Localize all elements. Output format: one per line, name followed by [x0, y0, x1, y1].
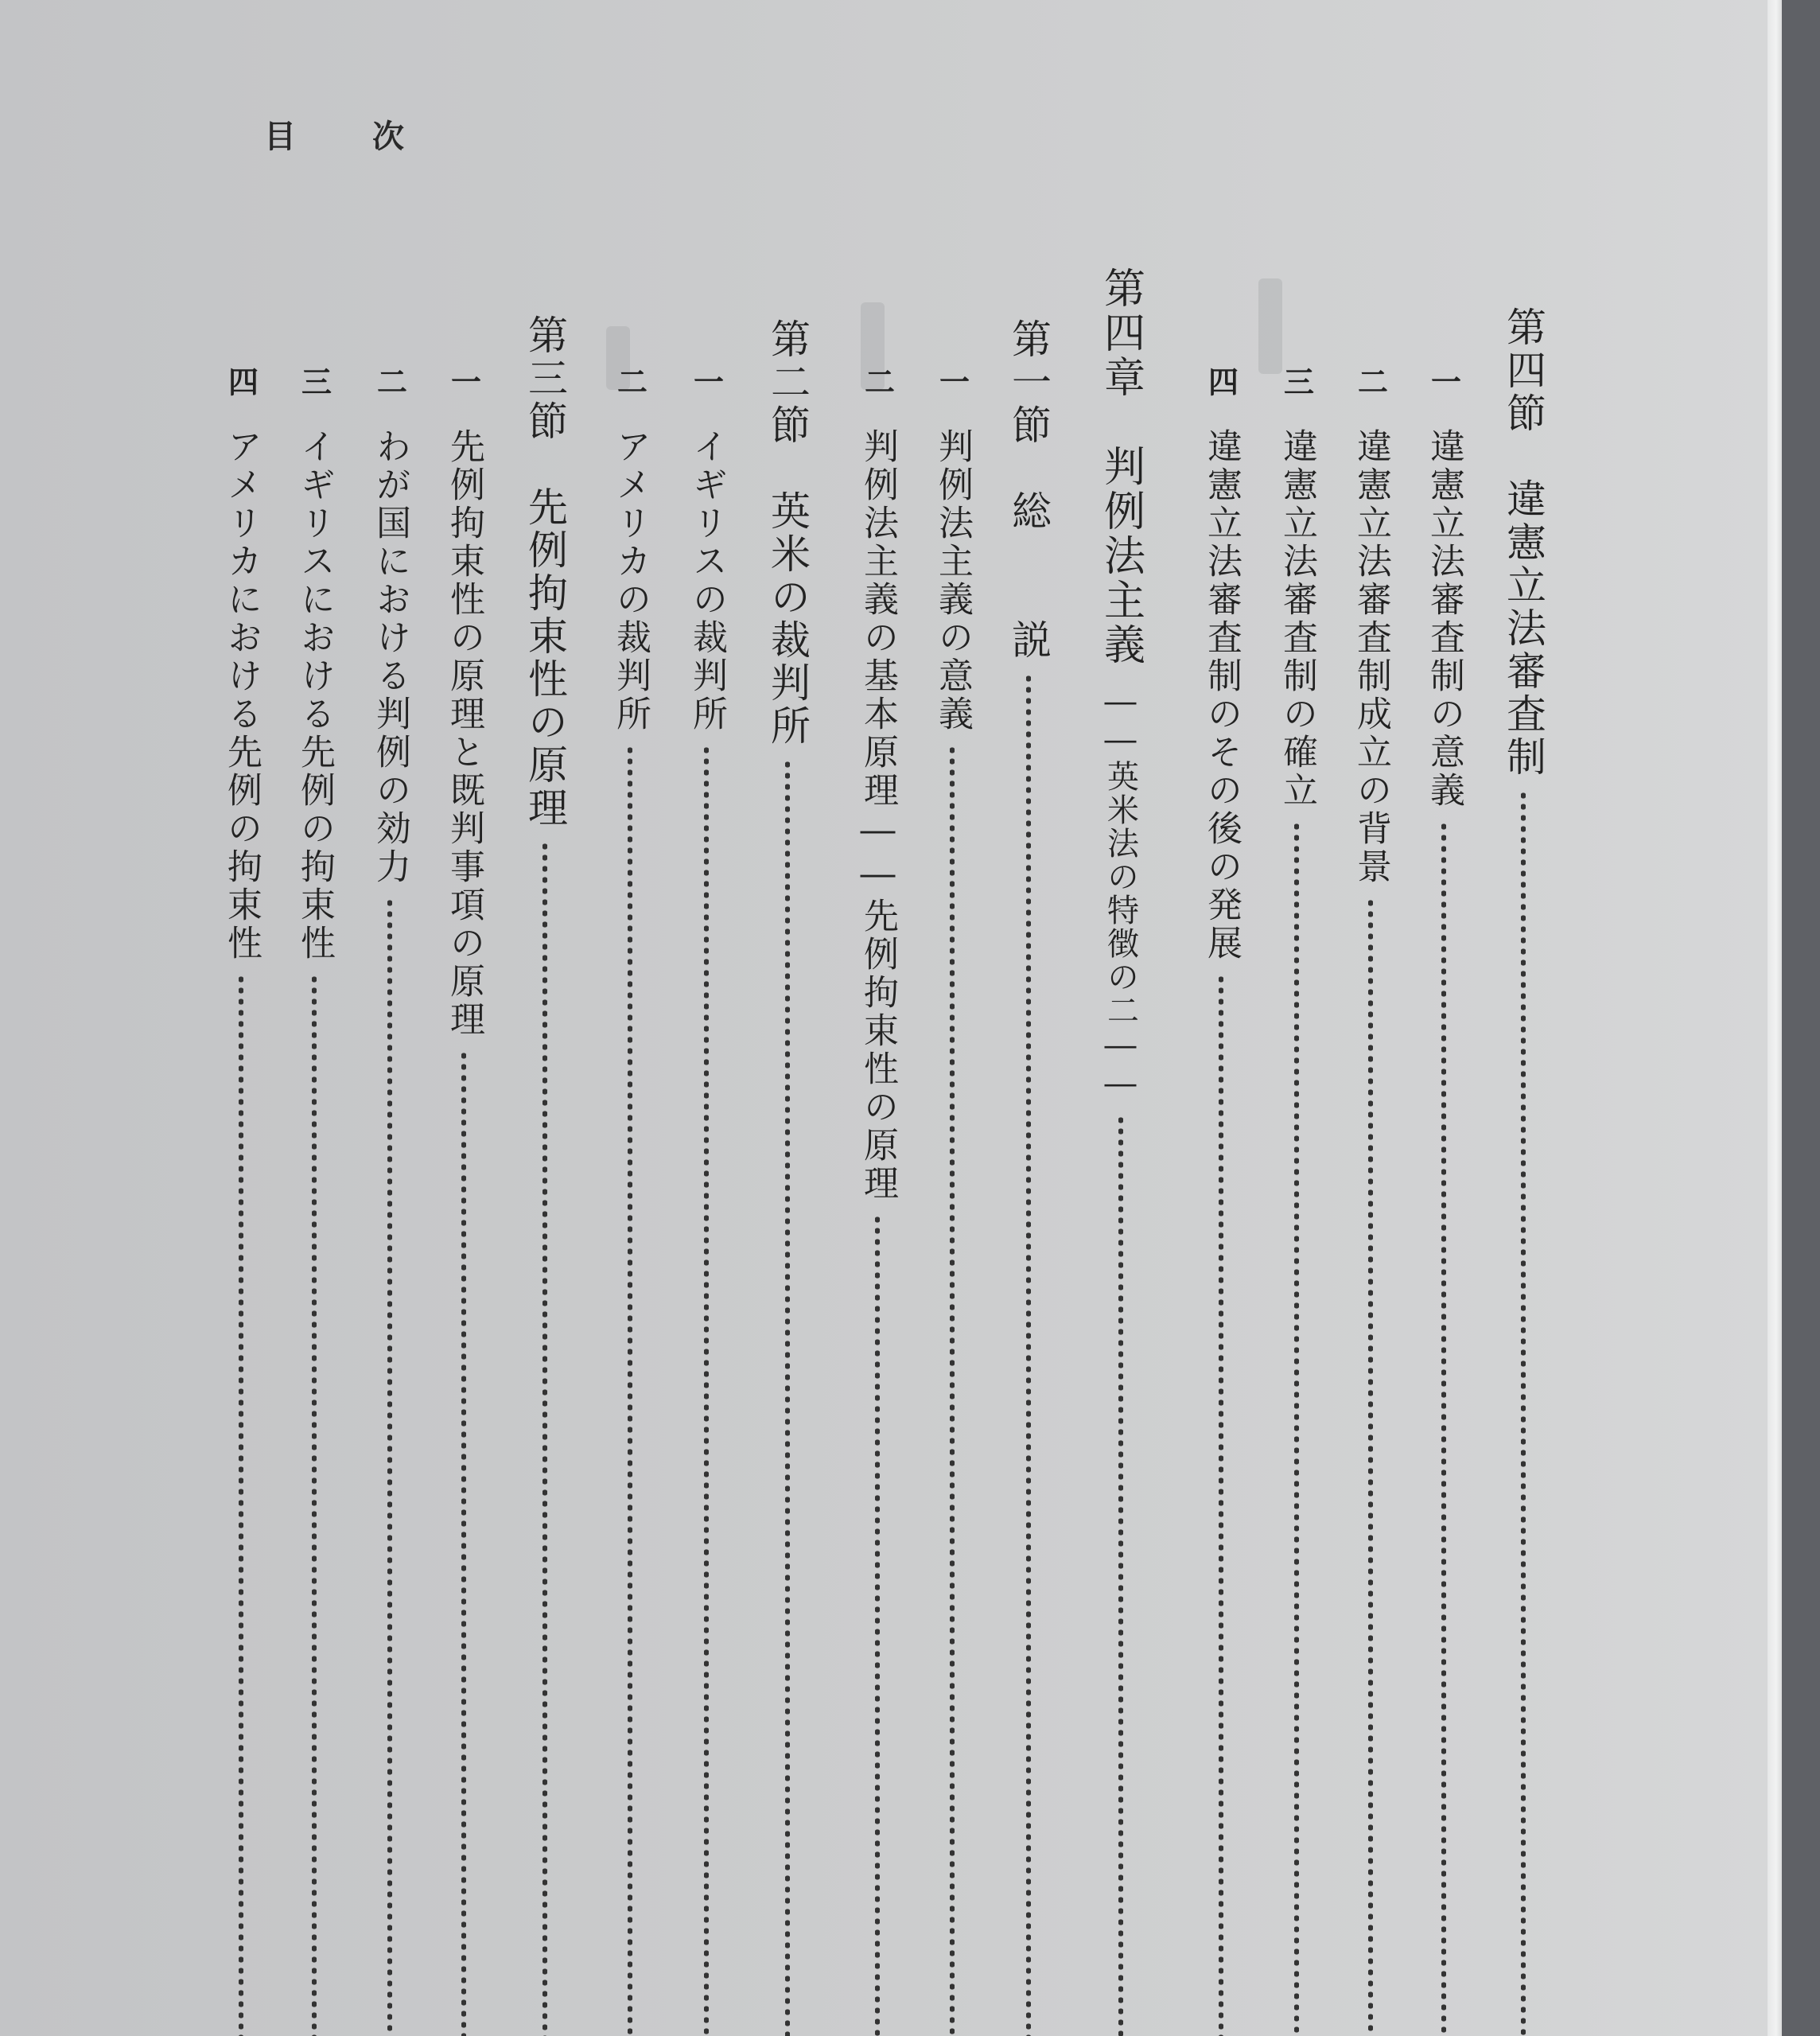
entry-marker: 四 — [223, 366, 259, 396]
chapter-title: 第四章 判例法主義 — [1096, 267, 1145, 668]
entry-title: 第四節 違憲立法審査制 — [1500, 306, 1546, 779]
entry-marker: 一 — [934, 366, 970, 396]
dot-leader — [1441, 821, 1446, 2036]
toc-entry-chapter4[interactable] — [1093, 267, 1149, 2036]
toc-entry-item[interactable] — [924, 366, 980, 2036]
entry-title: イギリスにおける先例の拘束性 — [294, 428, 335, 963]
dot-leader — [1368, 897, 1373, 2036]
toc-entry-section4[interactable] — [1495, 306, 1551, 2036]
dot-leader — [542, 841, 547, 2036]
toc-entry-item[interactable] — [362, 366, 418, 2036]
toc-entry-item[interactable] — [1193, 366, 1249, 2036]
entry-title: 先例拘束性の原理と既判事項の原理 — [444, 428, 484, 1039]
toc-entry-section[interactable] — [1001, 318, 1056, 2036]
entry-title: わが国における判例の効力 — [370, 428, 410, 886]
entry-marker: 三 — [1278, 366, 1314, 396]
entry-title: 違憲立法審査制成立の背景 — [1351, 428, 1391, 886]
toc-entry-item[interactable] — [1343, 366, 1398, 2036]
toc-entry-section[interactable] — [760, 318, 815, 2036]
entry-title: アメリカの裁判所 — [610, 428, 651, 734]
dot-leader — [1118, 1115, 1123, 2036]
dot-leader — [312, 974, 317, 2036]
entry-title: 第三節 先例拘束性の原理 — [522, 314, 568, 830]
entry-marker: 三 — [296, 366, 332, 396]
entry-marker: 二 — [1352, 366, 1388, 396]
dot-leader — [875, 1214, 880, 2036]
header-char-left: 目 — [264, 119, 296, 155]
dot-leader — [704, 745, 709, 2036]
entry-title: イギリスの裁判所 — [686, 428, 727, 734]
entry-marker: 二 — [612, 366, 648, 396]
toc-entry-item[interactable] — [850, 366, 905, 2036]
entry-title: 違憲立法審査制の確立 — [1277, 428, 1317, 810]
entry-marker: 一 — [1425, 366, 1461, 396]
entry-title: 判例法主義の意義 — [932, 428, 973, 734]
dot-leader — [1219, 974, 1223, 2036]
toc-entry-section[interactable] — [517, 314, 573, 2036]
dot-leader — [950, 745, 955, 2036]
entry-title: 違憲立法審査制のその後の発展 — [1201, 428, 1242, 963]
dot-leader — [1026, 673, 1031, 2036]
toc-entry-item[interactable] — [1416, 366, 1472, 2036]
dot-leader — [628, 745, 632, 2036]
entry-marker: 一 — [688, 366, 724, 396]
dot-leader — [785, 759, 790, 2036]
dot-leader — [461, 1050, 466, 2036]
dot-leader — [387, 897, 392, 2036]
toc-entry-item[interactable] — [1269, 366, 1324, 2036]
entry-marker: 二 — [371, 366, 407, 396]
entry-marker: 四 — [1203, 366, 1239, 396]
toc-entry-item[interactable] — [436, 366, 492, 2036]
dot-leader — [239, 974, 243, 2036]
dot-leader — [1294, 821, 1299, 2036]
entry-title: 第一節 総 説 — [1005, 318, 1052, 662]
entry-title: 第二節 英米の裁判所 — [764, 318, 811, 748]
toc-entry-item[interactable] — [286, 366, 342, 2036]
toc-entry-item[interactable] — [213, 366, 269, 2036]
entry-marker: 一 — [445, 366, 481, 396]
toc-entry-item[interactable] — [679, 366, 734, 2036]
header-char-right: 次 — [372, 119, 404, 155]
entry-marker: 二 — [859, 366, 895, 396]
entry-title: アメリカにおける先例の拘束性 — [221, 428, 262, 963]
dot-leader — [1521, 790, 1526, 2036]
chapter-subtitle: ――英米法の特徴の二―― — [1102, 683, 1139, 1104]
entry-title: 判例法主義の基本原理――先例拘束性の原理 — [858, 428, 898, 1203]
page-edge — [1768, 0, 1782, 2036]
toc-entry-item[interactable] — [602, 366, 658, 2036]
entry-title: 違憲立法審査制の意義 — [1424, 428, 1464, 810]
